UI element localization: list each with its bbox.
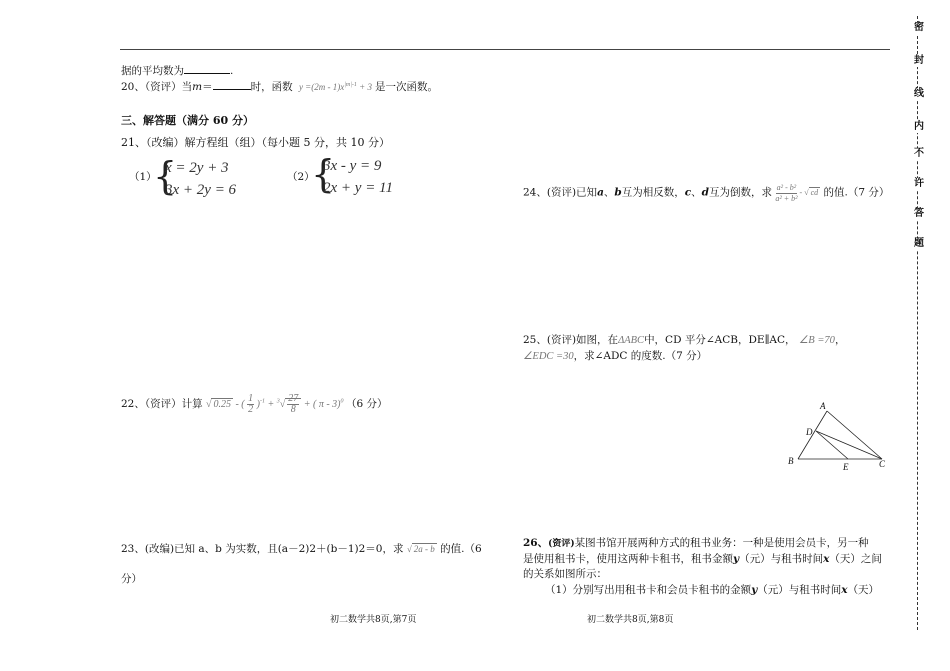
q19-tail: 据的平均数为 . [121,62,233,78]
label-b: B [788,456,794,466]
triangle-figure [780,396,890,476]
side-ac [827,411,882,459]
system-brace: { [311,152,336,196]
seal-char: 封 [914,55,924,66]
seal-char: 许 [914,178,924,189]
question-23: 23、(改编)已知 a、b 为实数，且(a－2)2＋(b－1)2＝0，求 √ 2a - b 的值.（6 [121,543,482,555]
seal-char: 题 [914,238,924,249]
seal-char: 答 [914,208,924,219]
system-brace: { [153,154,178,198]
question-21-title: 21、（改编）解方程组（组）（每小题 5 分，共 10 分） [121,136,390,149]
label-a: A [820,401,826,411]
label-d: D [806,427,813,437]
section-heading: 三、解答题（满分 60 分） [121,114,254,127]
side-ab [798,411,827,459]
seal-char: 线 [914,88,924,99]
label-e: E [843,462,849,472]
question-23-cont: 分） [121,573,142,585]
question-20: 20、（资评）当m＝ 时，函数 $y =(2m - 1)x^{|m|-1} + 3$ 是一次函数。 [121,78,438,94]
segment-cd [816,431,882,459]
question-26-line2: 是使用租书卡，使用这两种卡租书，租书金额y（元）与租书时间x（天）之间 [523,553,882,565]
segment-de [816,431,848,459]
q21-part2-label: （2） [287,171,315,183]
question-24: 24、(资评)已知a、b互为相反数，c、d互为倒数，求 $\frac{\text{a² - b²}}{\text{a² + b²}}$ - √ cd 的值.（7 分） [523,183,890,203]
q21-part1-system: x = 2y + 3 3x + 2y = 6 [165,160,237,198]
question-26: 26、(资评)某图书馆开展两种方式的租书业务：一种是使用会员卡，另一种 [523,537,869,549]
question-25-cont: ∠EDC =30，求∠ADC 的度数.（7 分） [523,350,708,362]
answer-blank [213,78,251,90]
seal-char: 内 [914,121,924,132]
seal-char: 密 [914,22,924,33]
seal-char: 不 [914,148,924,159]
question-25: 25、(资评)如图，在ΔABC中，CD 平分∠ACB，DE∥AC， ∠B =70， [523,334,846,346]
question-26-part1: （1）分别写出用租书卡和会员卡租书的金额y（元）与租书时间x（天） [545,584,880,596]
q21-part1-label: （1） [129,171,157,183]
page-footer-left: 初二数学共8页,第7页 [330,615,417,625]
top-rule [120,49,890,50]
page-footer-right: 初二数学共8页,第8页 [587,615,674,625]
label-c: C [879,459,886,469]
q20-formula: $y =(2m - 1)x^{|m|-1} + 3$ [298,82,372,92]
question-26-line3: 的关系如图所示： [523,568,607,580]
seal-line [917,16,918,630]
question-22: 22、（资评）计算 √ 0.25 - ( $\frac{1}{2}$ )$^{-1}$ + $^3$√ $\frac{27}{8}$ + ( π - 3)$^0$ （6 分） [121,393,388,415]
answer-blank [184,62,230,74]
q22-formula: √ 0.25 - ( $\frac{1}{2}$ )$^{-1}$ + $^3$√ $\frac{27}{8}$ + ( π - 3)$^0$ [205,393,344,415]
q21-part2-system: 3x - y = 9 2x + y = 11 [323,158,393,196]
